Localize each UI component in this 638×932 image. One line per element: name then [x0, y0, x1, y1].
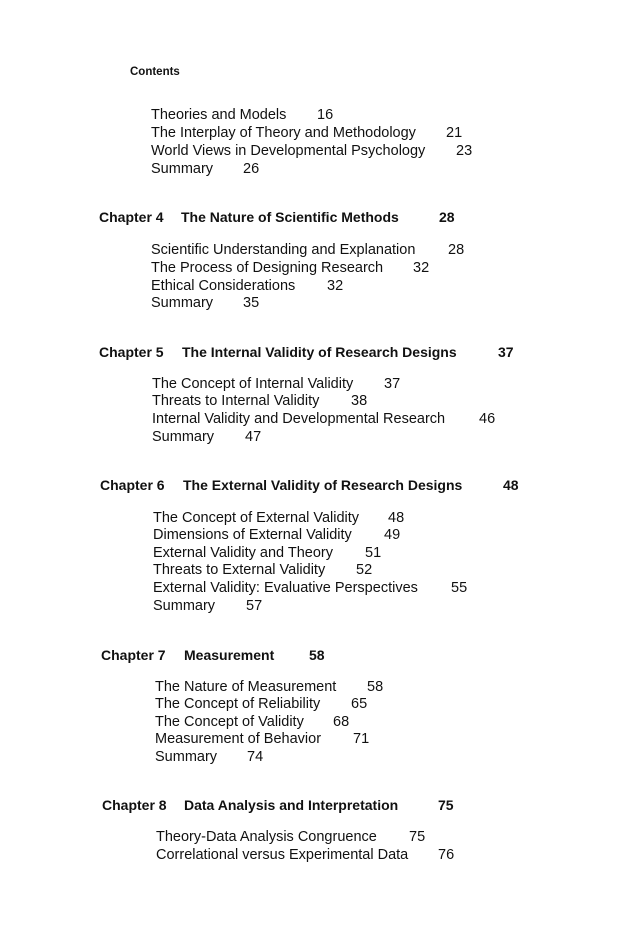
chapter-label: Chapter 5 — [99, 344, 164, 360]
entry-title: The Process of Designing Research — [151, 260, 384, 276]
chapter-label: Chapter 8 — [102, 797, 167, 813]
entry-page: 76 — [438, 847, 455, 863]
chapter-page: 75 — [438, 797, 454, 813]
chapter-title: Measurement — [184, 647, 275, 663]
entry-page: 57 — [246, 598, 263, 614]
chapter-page: 37 — [498, 344, 514, 360]
toc-entry — [152, 411, 496, 428]
page-heading: Contents — [130, 66, 180, 78]
entry-page: 48 — [388, 510, 405, 526]
entry-title: Summary — [151, 161, 214, 177]
entry-page: 65 — [351, 696, 368, 712]
entry-page: 58 — [367, 679, 384, 695]
entry-title: The Concept of Validity — [155, 714, 304, 730]
entry-title: Measurement of Behavior — [155, 731, 322, 747]
entry-title: The Concept of Internal Validity — [152, 376, 354, 392]
entry-title: Threats to Internal Validity — [152, 393, 320, 409]
entry-page: 38 — [351, 393, 368, 409]
toc-entry — [153, 510, 405, 527]
chapter-page: 48 — [503, 477, 519, 493]
chapter-title: The External Validity of Research Designs — [183, 477, 463, 493]
toc-entry — [153, 545, 382, 562]
toc-entry — [151, 125, 463, 142]
toc-entry — [155, 749, 264, 766]
chapter-page: 28 — [439, 209, 455, 225]
entry-page: 23 — [456, 143, 473, 159]
toc-entry — [156, 847, 455, 864]
entry-page: 74 — [247, 749, 264, 765]
chapter-label: Chapter 4 — [99, 209, 164, 225]
entry-title: Threats to External Validity — [153, 562, 326, 578]
toc-entry — [152, 429, 262, 446]
entry-page: 21 — [446, 125, 463, 141]
entry-page: 46 — [479, 411, 496, 427]
entry-page: 37 — [384, 376, 401, 392]
chapter-heading — [99, 344, 514, 361]
toc-entry — [153, 580, 468, 597]
entry-title: Summary — [151, 295, 214, 311]
entry-page: 55 — [451, 580, 468, 596]
entry-page: 32 — [413, 260, 430, 276]
entry-title: Summary — [152, 429, 215, 445]
toc-entry — [153, 527, 401, 544]
entry-title: Theory-Data Analysis Congruence — [156, 829, 377, 845]
entry-page: 51 — [365, 545, 382, 561]
entry-title: The Nature of Measurement — [155, 679, 337, 695]
entry-title: Scientific Understanding and Explanation — [151, 242, 416, 258]
entry-page: 32 — [327, 278, 344, 294]
toc-entry — [156, 829, 426, 846]
entry-page: 52 — [356, 562, 373, 578]
entry-page: 26 — [243, 161, 260, 177]
chapter-label: Chapter 6 — [100, 477, 165, 493]
entry-page: 28 — [448, 242, 465, 258]
entry-title: The Concept of Reliability — [155, 696, 321, 712]
toc-entry — [151, 107, 334, 124]
entry-page: 68 — [333, 714, 350, 730]
entry-title: Summary — [153, 598, 216, 614]
entry-page: 16 — [317, 107, 334, 123]
entry-title: Theories and Models — [151, 107, 287, 123]
entry-title: Dimensions of External Validity — [153, 527, 352, 543]
chapter-heading — [99, 209, 455, 226]
toc-entry — [155, 731, 370, 748]
entry-title: Correlational versus Experimental Data — [156, 847, 409, 863]
toc-entry — [151, 278, 344, 295]
entry-title: World Views in Developmental Psychology — [151, 143, 426, 159]
entry-title: Internal Validity and Developmental Research — [152, 411, 446, 427]
chapter-title: Data Analysis and Interpretation — [184, 797, 399, 813]
entry-title: Ethical Considerations — [151, 278, 296, 294]
chapter-heading — [100, 477, 519, 494]
entry-page: 49 — [384, 527, 401, 543]
toc-entry — [151, 161, 260, 178]
toc-entry — [155, 696, 368, 713]
toc-entry — [151, 242, 465, 259]
entry-title: The Interplay of Theory and Methodology — [151, 125, 416, 141]
entry-page: 71 — [353, 731, 370, 747]
entry-title: The Concept of External Validity — [153, 510, 360, 526]
toc-entry — [151, 143, 473, 160]
chapter-page: 58 — [309, 647, 325, 663]
toc-entry — [155, 679, 384, 696]
chapter-heading — [102, 797, 454, 814]
chapter-title: The Internal Validity of Research Designs — [182, 344, 457, 360]
toc-entry — [152, 393, 368, 410]
chapter-label: Chapter 7 — [101, 647, 166, 663]
entry-title: External Validity: Evaluative Perspectives — [153, 580, 418, 596]
toc-entry — [151, 295, 260, 312]
toc-entry — [153, 598, 263, 615]
toc-entry — [153, 562, 373, 579]
entry-page: 75 — [409, 829, 426, 845]
chapter-title: The Nature of Scientific Methods — [181, 209, 399, 225]
toc-entry — [152, 376, 401, 393]
chapter-heading — [101, 647, 325, 664]
entry-page: 35 — [243, 295, 260, 311]
entry-title: External Validity and Theory — [153, 545, 334, 561]
toc-entry — [151, 260, 430, 277]
entry-title: Summary — [155, 749, 218, 765]
entry-page: 47 — [245, 429, 262, 445]
toc-entry — [155, 714, 350, 731]
